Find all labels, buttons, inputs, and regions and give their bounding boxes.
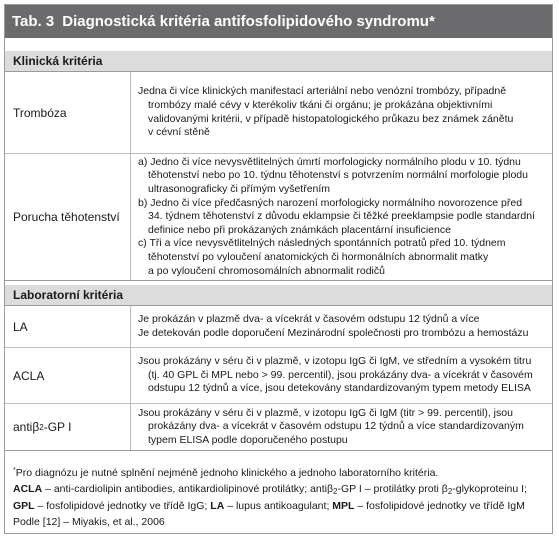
row-label: Trombóza xyxy=(13,105,67,120)
content-line: v cévní stěně xyxy=(148,126,210,139)
column-divider xyxy=(130,306,131,347)
content-line: 34. týdnem těhotenství z důvodu eklampsie či těžké preeklampsie podle standardní xyxy=(148,210,535,223)
label-subscript: 2 xyxy=(39,422,44,432)
content-line: ultrasonograficky či přímým vyšetřením xyxy=(148,183,331,196)
content-line: typem ELISA podle doporučeného postupu xyxy=(148,433,348,446)
table-title-text: Diagnostická kritéria antifosfolipidového syndromu xyxy=(62,13,429,30)
abbr-subscript: 2 xyxy=(447,486,453,496)
content-line: Jedna či více klinických manifestací arteriální nebo venózní trombózy, případně xyxy=(138,85,507,98)
footnote-line xyxy=(13,499,544,515)
row-label: Porucha těhotenství xyxy=(13,210,120,224)
abbr-text: antiβ xyxy=(310,482,334,495)
content-line: těhotenství po vyloučení anatomických či hormonálních abnormalit matky xyxy=(148,250,489,263)
content-line: c) Tři a více nevysvětlitelných následných spontánních potratů před 10. týdnem xyxy=(138,237,506,250)
table-title-marker: * xyxy=(428,13,435,30)
row-label: ACLA xyxy=(13,368,45,383)
section-laboratory: Laboratorní kritéria xyxy=(5,285,552,306)
abbr-text: -GP I – protilátky proti β xyxy=(337,482,448,495)
table-title xyxy=(5,5,552,38)
table-row-trombosis xyxy=(5,72,552,154)
table-row-antib2gp xyxy=(5,404,552,451)
content-line: definice nebo při prokázaných známkách placentární insuficience xyxy=(148,223,451,236)
abbr-term: ACLA xyxy=(13,482,43,495)
content-line: b) Jedno či více předčasných narození morfologicky normálního novorozence před xyxy=(138,196,523,209)
content-line: těhotenství nebo po 10. týdnu těhotenství s potvrzením normální morfologie plodu xyxy=(148,169,528,182)
footnote-marker: * xyxy=(13,467,16,474)
content-line: a po vyloučení chromosomálních abnormalit rodičů xyxy=(148,264,385,277)
footnote-line xyxy=(13,482,544,500)
abbr-text: – fosfolipidové jednotky ve třídě IgG; xyxy=(34,500,211,512)
column-divider xyxy=(130,72,131,153)
content-line: Jsou prokázány v séru či v plazmě, v izotopu IgG či IgM (titr > 99. percentil), jsou xyxy=(138,406,513,419)
abbr-text: – anti-cardiolipin antibodies, antikardiolipinové protilátky; xyxy=(42,482,311,495)
abbr-subscript: 2 xyxy=(333,486,338,496)
table-row-pregnancy xyxy=(5,154,552,281)
row-content xyxy=(138,306,544,347)
content-line: Je prokázán v plazmě dva- a vícekrát v časovém odstupu 12 týdnů a více xyxy=(138,312,480,325)
row-content xyxy=(138,404,544,450)
footnote-line xyxy=(13,463,544,482)
footnote-text: Pro diagnózu je nutné splnění nejméně jednoho klinického a jednoho laboratorního kritéria. xyxy=(15,467,439,479)
row-content xyxy=(138,72,544,153)
column-divider xyxy=(130,348,131,403)
abbr-term: GPL xyxy=(13,500,35,512)
content-line: a) Jedno či více nevysvětlitelných úmrtí morfologicky normálního plodu v 10. týdnu xyxy=(138,155,521,168)
content-line: trombózy malé cévy v kterékoliv tkáni či orgánu; je prokázána objektivními xyxy=(148,98,493,111)
content-line: validovanými kritérii, v případě histopatologického průkazu bez známek zánětu xyxy=(148,112,514,125)
table-footnote xyxy=(13,463,544,530)
abbr-term: LA xyxy=(210,500,225,512)
row-content xyxy=(138,348,544,403)
row-content xyxy=(138,154,544,280)
abbr-text: – fosfolipidové jednotky ve třídě IgM xyxy=(354,500,525,512)
label-text: -GP I xyxy=(43,420,72,434)
content-line: prokázány dva- a vícekrát v časovém odstupu 12 týdnů a více standardizovaným xyxy=(148,420,524,433)
abbr-text: – lupus antikoagulant; xyxy=(224,500,333,512)
table-frame xyxy=(4,4,553,534)
table-row-acla xyxy=(5,348,552,404)
row-label xyxy=(13,404,123,450)
label-text: antiβ xyxy=(13,420,40,434)
column-divider xyxy=(130,404,131,450)
content-line: (tj. 40 GPL či MPL nebo > 99. percentil), jsou prokázány dva- a vícekrát v časovém xyxy=(148,368,533,381)
content-line: odstupu 12 týdnů a více, jsou detekovány standardizovaným typem metody ELISA xyxy=(148,382,531,395)
row-label: LA xyxy=(13,319,28,334)
content-line: Jsou prokázány v séru či v plazmě, v izotopu IgG či IgM, ve středním a vysokém titru xyxy=(138,355,532,368)
abbr-text: -glykoproteinu I; xyxy=(452,482,527,495)
content-line: Je detekován podle doporučení Mezinárodní společnosti pro trombózu a hemostázu xyxy=(138,326,529,339)
column-divider xyxy=(130,154,131,280)
abbr-term: MPL xyxy=(332,500,355,512)
table-number: Tab. 3 xyxy=(12,13,55,30)
section-clinical: Klinická kritéria xyxy=(5,51,552,72)
table-row-la xyxy=(5,306,552,348)
footnote-source: Podle [12] – Miyakis, et al., 2006 xyxy=(13,515,165,528)
